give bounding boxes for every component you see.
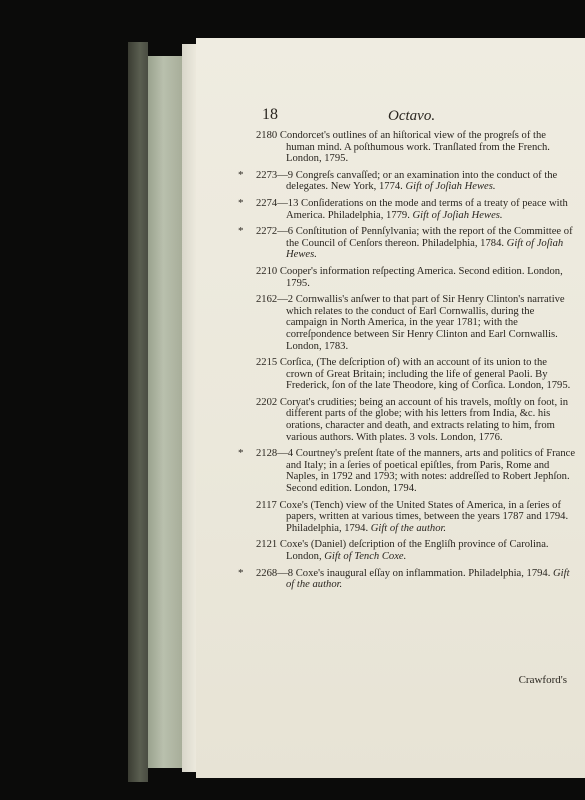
catalog-entry — [238, 225, 576, 261]
entry-text: Corſica, (The deſcription of) with an account of its union to the crown of Great Britain; including the life of general Paoli. By Frederick, ſon of the late Theodore, king of Corſica. London, 1795. — [279, 357, 571, 392]
entry-gift: Gift of Tench Coxe. — [324, 551, 407, 562]
entry-gift: Gift of the author. — [370, 522, 447, 534]
page-number: 18 — [262, 106, 278, 123]
entry-text: Cornwallis's anſwer to that part of Sir Henry Clinton's narrative which relates to the conduct of Earl Cornwallis, during the campaign in North America, in the year 1781; with the correſpondence between Sir Henry Clinton and Earl Cornwallis. London, 1783. — [286, 294, 565, 352]
catalog-entry — [238, 196, 576, 221]
catalog-entry — [256, 397, 576, 443]
entry-star: * — [238, 168, 244, 181]
catalog-entry — [256, 500, 576, 535]
entry-number: 2117 — [256, 499, 277, 511]
entry-text: Coxe's inaugural eſſay on inflammation. Philadelphia, 1794. — [295, 567, 551, 579]
entry-text: Coxe's (Tench) view of the United States of America, in a ſeries of papers, written at various times, between the years 1787 and 1794. Philadelphia, 1794. — [279, 499, 569, 534]
catalog-entry — [256, 357, 576, 392]
catalog-entry — [256, 266, 576, 289]
catchword: Crawford's — [518, 674, 567, 686]
entry-text: Courtney's preſent ſtate of the manners, arts and politics of France and Italy; in a ſeries of poetical epiſtles, from Paris, Rome and Naples, in 1792 and 1793; with notes: addreſſed to Robert Jephſon. Second edition. London, 1794. — [286, 448, 576, 495]
entry-gift: Gift of Joſiah Hewes. — [286, 237, 564, 261]
book-spine — [128, 42, 148, 782]
entry-number: 2121 — [256, 539, 278, 551]
catalog-entry — [238, 168, 576, 193]
entry-text: Cooper's information reſpecting America. Second edition. London, 1795. — [279, 265, 563, 289]
entry-number: 2274—13 — [256, 197, 299, 209]
entry-number: 2162—2 — [256, 294, 294, 306]
catalog-entry — [256, 130, 576, 165]
page-gutter — [182, 44, 196, 772]
book-binding-edge — [148, 56, 182, 768]
entry-star: * — [238, 225, 244, 238]
entry-text: Coryat's crudities; being an account of his travels, moſtly on foot, in different parts of the globe; with his letters from India, &c. his orations, character and death, and extracts relating to him, from various authors. With plates. 3 vols. London, 1776. — [279, 396, 569, 443]
page-header — [262, 106, 570, 128]
entry-number: 2215 — [256, 357, 278, 369]
catalog-entry — [238, 566, 576, 591]
entry-number: 2180 — [256, 130, 278, 141]
entry-number: 2210 — [256, 265, 278, 277]
entry-text: Conſiderations on the mode and terms of a treaty of peace with America. Philadelphia, 1779. — [286, 197, 568, 221]
entry-number: 2272—6 — [256, 226, 294, 238]
catalog-page — [196, 38, 585, 778]
entry-gift: Gift of Joſiah Hewes. — [405, 181, 496, 193]
catalog-entries — [238, 130, 576, 596]
entry-star: * — [238, 447, 244, 460]
entry-star: * — [238, 196, 244, 209]
entry-number: 2268—8 — [256, 567, 294, 579]
entry-text: Condorcet's outlines of an hiſtorical view of the progreſs of the human mind. A poſthumous work. Tranſlated from the French. London, 1795. — [279, 130, 550, 165]
entry-text: Conſtitution of Pennſylvania; with the report of the Committee of the Council of Cenſors thereon. Philadelphia, 1784. — [286, 226, 573, 249]
entry-text: Congreſs canvaſſed; or an examination into the conduct of the delegates. New York, 1774. — [286, 169, 558, 193]
entry-number: 2273—9 — [256, 169, 294, 181]
catalog-entry — [256, 539, 576, 562]
catalog-entry — [256, 294, 576, 352]
entry-gift: Gift of Joſiah Hewes. — [412, 209, 503, 221]
page-title: Octavo. — [388, 108, 436, 124]
entry-gift: Gift of the author. — [286, 567, 570, 591]
entry-number: 2202 — [256, 396, 278, 408]
catalog-entry — [238, 447, 576, 495]
entry-number: 2128—4 — [256, 448, 294, 460]
entry-text: Coxe's (Daniel) deſcription of the Engliſh province of Carolina. London, — [279, 539, 549, 562]
entry-star: * — [238, 566, 244, 579]
